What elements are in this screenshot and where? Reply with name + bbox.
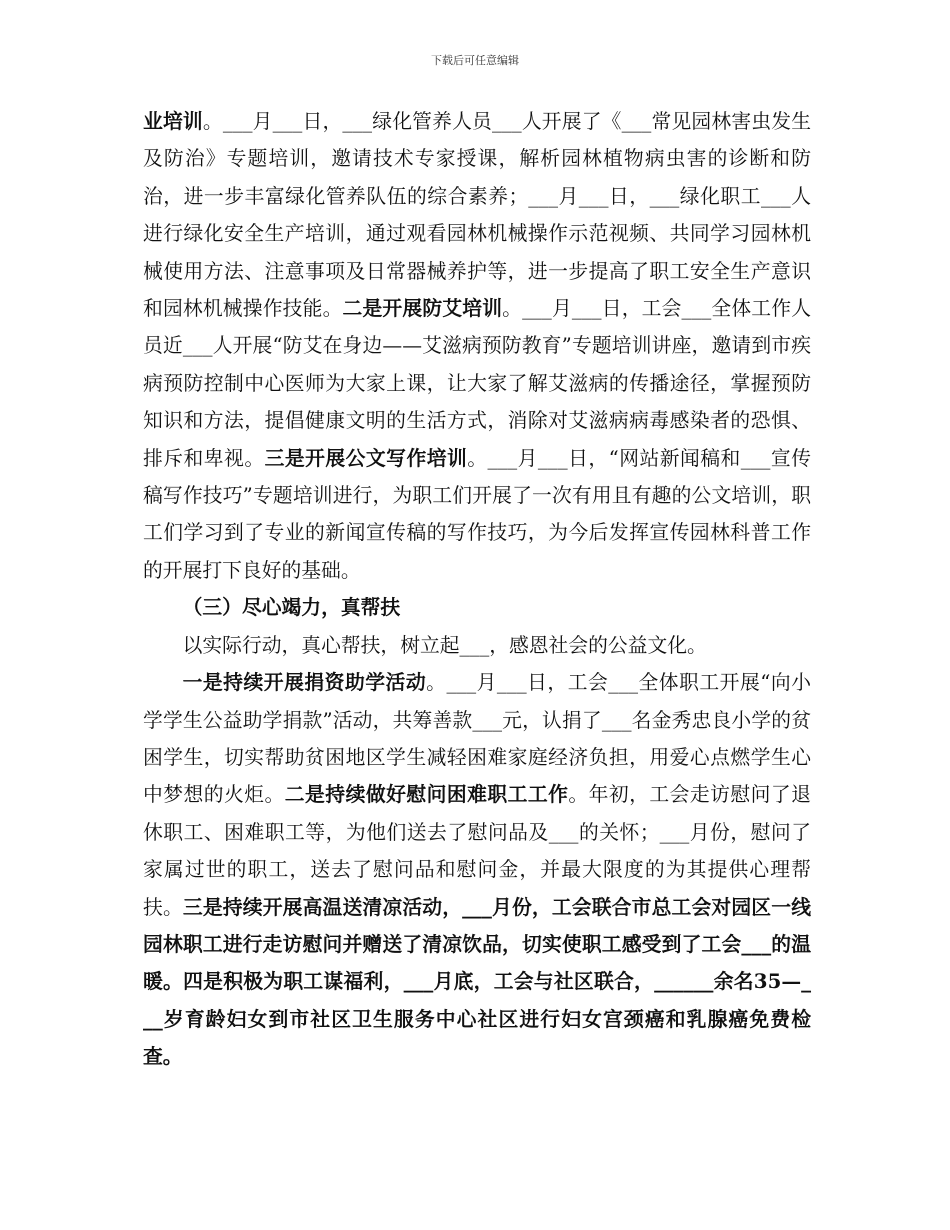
bold-run: 三是持续开展高温送清凉活动，___月份，工会联合市总工会对园区一线园林职工进行走访慰问并赠送了清凉饮品，切实使职工感受到了工会___的温暖。四是积极为职工谋福利，___月底，工会与社区联合，______余名35—___岁育龄妇女到市社区卫生服务中心社区进行妇女宫颈癌和乳腺癌免费检查。 bbox=[143, 894, 811, 1069]
page-header: 下载后可任意编辑 bbox=[431, 54, 519, 67]
text-run: 。___月___日，“网站新闻稿和___宣传稿写作技巧”专题培训进行，为职工们开展了一次有用且有趣的公文培训，职工们学习到了专业的新闻宣传稿的写作技巧，为今后发挥宣传园林科普工作的开展打下良好的基础。 bbox=[143, 446, 811, 582]
text-run: 。___月___日，工会___全体工作人员近___人开展“防艾在身边——艾滋病预防教育”专题培训讲座，邀请到市疾病预防控制中心医师为大家上课，让大家了解艾滋病的传播途径，掌握预防知识和方法，提倡健康文明的生活方式，消除对艾滋病病毒感染者的恐惧、排斥和卑视。 bbox=[143, 297, 811, 470]
bold-run: 一是持续开展捐资助学活动 bbox=[182, 670, 427, 695]
paragraph-assistance bbox=[143, 664, 811, 1075]
bold-run: 二是持续做好慰问困难职工工作 bbox=[284, 782, 569, 807]
paragraph-training bbox=[143, 103, 811, 589]
text-run: 。___月___日，工会___全体职工开展“向小学学生公益助学捐款”活动，共筹善款___元，认捐了___名金秀忠良小学的贫困学生，切实帮助贫困地区学生减轻困难家庭经济负担，用爱心点燃学生心中梦想的火炬。 bbox=[143, 671, 811, 807]
text-run: 。年初，工会走访慰问了退休职工、困难职工等，为他们送去了慰问品及___的关怀；___月份，慰问了家属过世的职工，送去了慰问品和慰问金，并最大限度的为其提供心理帮扶。 bbox=[143, 783, 811, 919]
bold-run: 业培训 bbox=[143, 109, 203, 133]
section-heading: （三）尽心竭力，真帮扶 bbox=[182, 595, 401, 620]
paragraph-intro: 以实际行动，真心帮扶，树立起___，感恩社会的公益文化。 bbox=[182, 633, 707, 657]
document-body bbox=[143, 103, 811, 1076]
bold-run: 三是开展公文写作培训 bbox=[264, 445, 468, 470]
bold-run: 二是开展防艾培训 bbox=[342, 296, 503, 321]
text-run: 。___月___日，___绿化管养人员___人开展了《___常见园林害虫发生及防治》专题培训，邀请技术专家授课，解析园林植物病虫害的诊断和防治，进一步丰富绿化管养队伍的综合素养；___月___日，___绿化职工___人进行绿化安全生产培训，通过观看园林机械操作示范视频、共同学习园林机械使用方法、注意事项及日常器械养护等，进一步提高了职工安全生产意识和园林机械操作技能。 bbox=[143, 110, 811, 321]
